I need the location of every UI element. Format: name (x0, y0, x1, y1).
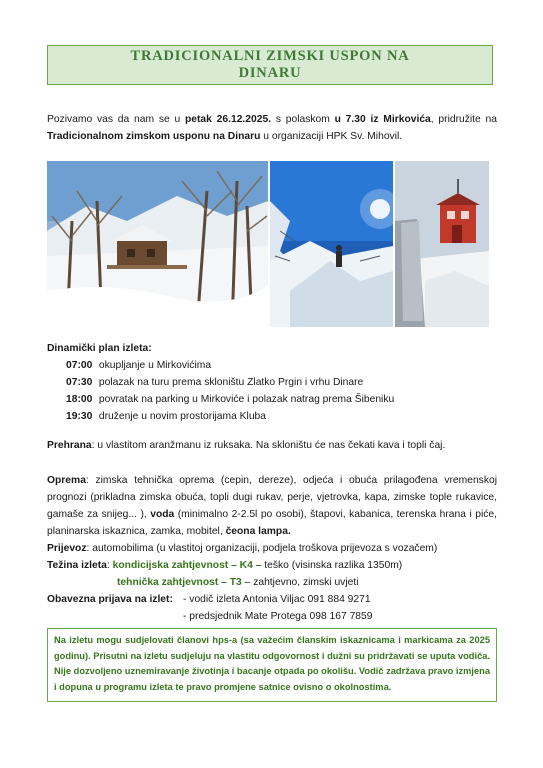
intro-text: , pridružite na (430, 114, 497, 125)
schedule-item (66, 408, 266, 425)
mountain-hut-in-snow-photo (47, 161, 268, 327)
departure-time: u 7.30 iz Mirkovića (334, 114, 431, 125)
transport-label: Prijevoz (47, 543, 87, 554)
title-line-1: TRADICIONALNI ZIMSKI USPON NA (130, 48, 410, 64)
transport-text: : automobilima (u vlastitoj organizaciji, podjela troškova prijevoza s vozačem) (86, 543, 438, 554)
food-info (47, 437, 497, 454)
equipment-info (47, 472, 497, 540)
difficulty-separator: : (106, 560, 113, 571)
food-label: Prehrana (47, 440, 92, 451)
equipment-text-2: (minimalno 2-2.5l po osobi), štapovi, kabanica, terenska hrana i piće, planinarska iskaznica, zamka, mobitel, (47, 509, 497, 537)
schedule-time: 07:00 (66, 360, 93, 371)
schedule-text: polazak na turu prema skloništu Zlatko Prgin i vrhu Dinare (98, 377, 364, 388)
schedule-item (66, 374, 363, 391)
schedule-item (66, 391, 394, 408)
food-text: : u vlastitom aranžmanu iz ruksaka. Na skloništu će nas čekati kava i topli čaj. (91, 440, 446, 451)
page-title (47, 45, 493, 85)
fitness-difficulty-text: teško (visinska razlika 1350m) (261, 560, 403, 571)
water-label: voda (150, 509, 175, 520)
difficulty-info (47, 557, 497, 574)
participation-notice: Na izletu mogu sudjelovati članovi hps-a (sa važećim članskim iskaznicama i markicama za 2025 godinu). Prisutni na izletu sudjeluju na vlastitu odgovornost i dužni su pridržavati se uputa vodiča. Nije dozvoljeno uznemiravanje životinja i bacanje otpada po okolišu. Vodič zadržava pravo izmjena i dopuna u programu izleta te pravo promjene satnice ovisno o okolnostima. (47, 628, 497, 702)
title-line-2: DINARU (238, 65, 302, 81)
event-name: Tradicionalnom zimskom usponu na Dinaru (47, 131, 261, 142)
schedule-time: 07:30 (66, 377, 93, 388)
schedule-time: 19:30 (66, 411, 93, 422)
intro-paragraph (47, 111, 497, 145)
technical-difficulty-row (117, 574, 497, 591)
schedule-text: druženje u novim prostorijama Kluba (98, 411, 266, 422)
intro-text: Pozivamo vas da nam se u (47, 114, 185, 125)
intro-text: s polaskom (271, 114, 335, 125)
schedule-time: 18:00 (66, 394, 93, 405)
summit-shelter-photo (395, 161, 489, 327)
intro-text: u organizaciji HPK Sv. Mihovil. (260, 131, 403, 142)
equipment-text: : zimska tehnička oprema (cepin, dereze), odjeća i obuća prilagođena vremenskoj prognozi (prikladna zimska obuća, topli dugi rukav, perje, vjetrovka, kapa, zimske tople rukavice, gamaše za snijeg... ), (47, 475, 497, 520)
plan-heading: Dinamički plan izleta: (47, 343, 152, 354)
schedule-text: povratak na parking u Mirkoviće i polazak natrag prema Šibeniku (98, 394, 395, 405)
equipment-label: Oprema (47, 475, 86, 486)
registration-contact-president: - predsjednik Mate Protega 098 167 7859 (183, 611, 373, 622)
headlamp-label: čeona lampa. (225, 526, 291, 537)
schedule-text: okupljanje u Mirkovićima (98, 360, 212, 371)
fitness-difficulty: kondicijska zahtjevnost – K4 – (112, 560, 262, 571)
transport-info (47, 540, 497, 557)
technical-difficulty: tehnička zahtjevnost – T3 (117, 577, 242, 588)
registration-contact-guide: - vodič izleta Antonia Viljac 091 884 9271 (183, 594, 371, 605)
event-date: petak 26.12.2025. (184, 114, 272, 125)
schedule-item (66, 357, 211, 374)
difficulty-label: Težina izleta (47, 560, 107, 571)
hiker-on-snowy-ridge-photo (270, 161, 393, 327)
technical-difficulty-text: – zahtjevno, zimski uvjeti (241, 577, 359, 588)
registration-label: Obavezna prijava na izlet: (47, 594, 173, 605)
